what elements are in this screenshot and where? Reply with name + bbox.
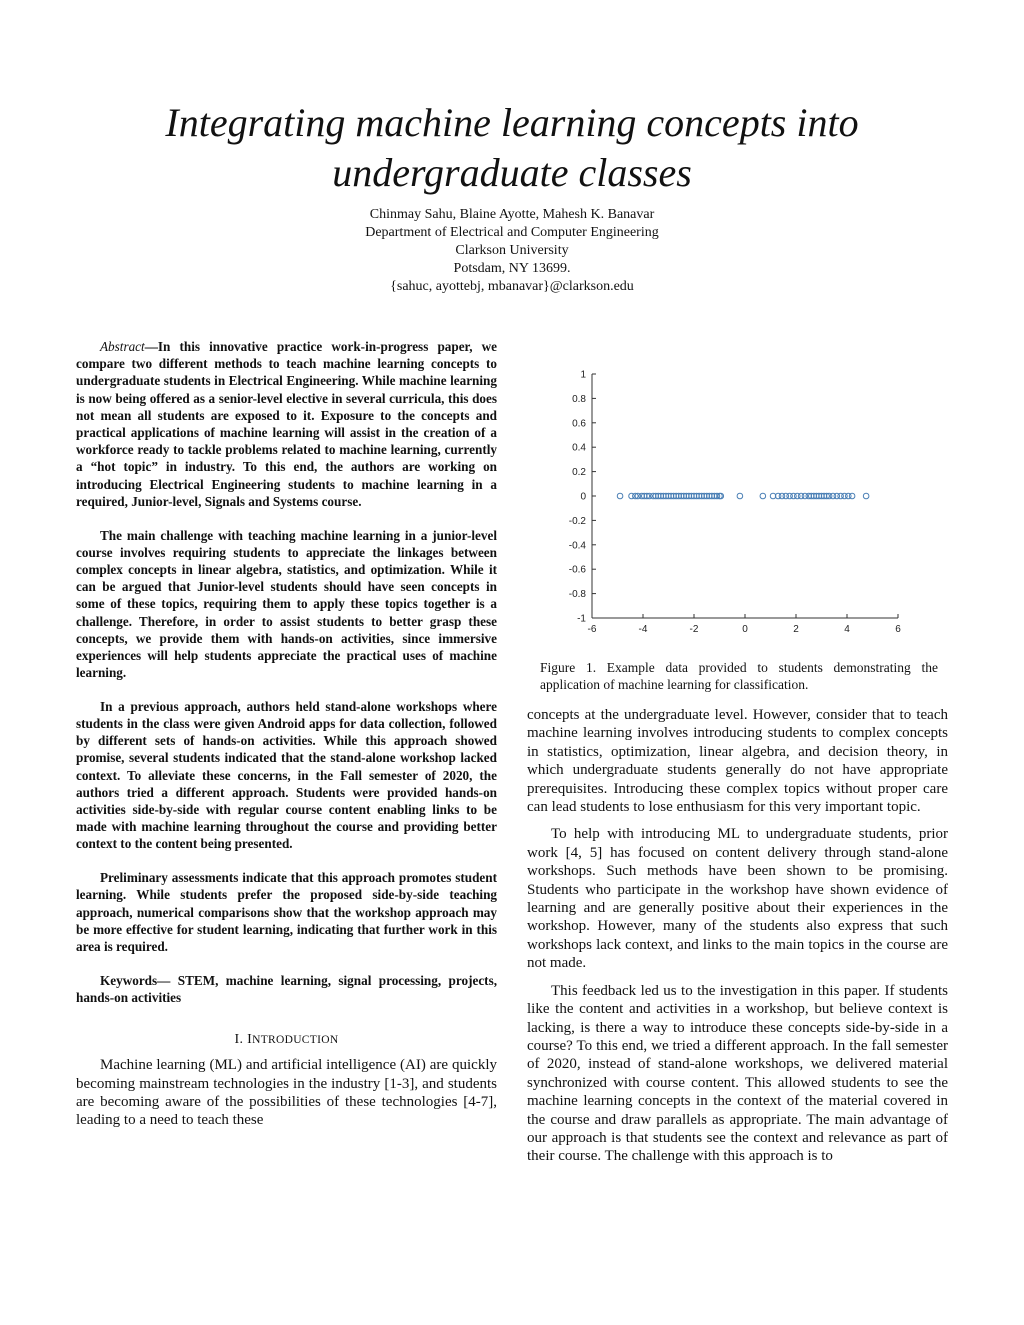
intro-paragraph-4: This feedback led us to the investigation in this paper. If students like the content and activities in a workshop, but believe context is lacking, is there a way to introduce these concepts side-by-side in a course? To this end, we tried a different approach. In the fall semester of 2020, instead of stand-alone workshops, we delivered material synchronized with course content. This allowed students to see the machine learning concepts in the context of the material covered in the course and draw parallels as appropriate. The main advantage of our approach is that students see the context and relevance as part of their course. The challenge with this approach is to xyxy=(527,982,948,1165)
x-tick-label: 4 xyxy=(844,624,850,635)
section-number: I. xyxy=(234,1032,244,1048)
y-tick-label: 0.4 xyxy=(572,442,586,454)
y-tick-label: -0.6 xyxy=(568,564,586,576)
intro-paragraph-2: concepts at the undergraduate level. However, consider that to teach machine learning involves introducing students to complex concepts in statistics, optimization, linear algebra, and decision theory, in which undergraduate students generally do not have appropriate prerequisites. Introducing these complex topics without proper care can lead students to lose enthusiasm for this very important topic. xyxy=(527,707,948,816)
y-tick-label: -0.8 xyxy=(568,589,586,601)
paper-title: Integrating machine learning concepts into undergraduate classes xyxy=(165,100,859,195)
keywords xyxy=(76,972,497,1006)
section-title-rest: NTRODUCTION xyxy=(252,1034,339,1047)
right-column xyxy=(527,706,948,1175)
x-tick-label: -2 xyxy=(689,624,699,635)
intro-paragraph-1: Machine learning (ML) and artificial intelligence (AI) are quickly becoming mainstream technologies in the industry [1-3], and students are becoming aware of the possibilities of these technologies [4-7], leading to a need to teach these xyxy=(76,1057,497,1129)
data-point xyxy=(863,493,869,499)
y-tick-label: -0.4 xyxy=(568,540,586,552)
intro-paragraph-3: To help with introducing ML to undergraduate students, prior work [4, 5] has focused on content delivery through stand-alone workshops. Such methods have been shown to be promising. Students who participate in the workshop have shown evidence of learning and are generally positive about their experiences in the workshop. However, many of the students also express that such workshops lack context, and links to the main topics in the course are not made. xyxy=(527,826,948,972)
x-tick-label: -4 xyxy=(638,624,648,635)
abstract-paragraph-2: The main challenge with teaching machine learning in a junior-level course involves requiring students to appreciate the linkages between complex concepts in linear algebra, statistics, and optimization. While it can be argued that Junior-level students should have seen concepts in some of these topics, requiring them to apply these topics together is a challenge. Therefore, in order to assist students to better grasp these concepts, we provide them with hands-on activities, since immersive experiences will help students appreciate the practical uses of machine learning. xyxy=(76,527,497,681)
data-point xyxy=(737,493,743,499)
abstract-label: Abstract xyxy=(100,339,145,354)
y-tick-label: 1 xyxy=(580,369,586,381)
y-tick-label: -0.2 xyxy=(568,515,586,527)
author-location: Potsdam, NY 13699. xyxy=(453,261,571,276)
data-point xyxy=(760,493,766,499)
author-names: Chinmay Sahu, Blaine Ayotte, Mahesh K. Banavar xyxy=(369,207,655,222)
y-tick-label: 0.8 xyxy=(572,393,586,405)
x-tick-label: 2 xyxy=(793,624,799,635)
keywords-label: Keywords— xyxy=(100,972,171,988)
section-heading-introduction xyxy=(76,1032,497,1048)
section-initial: I xyxy=(247,1032,253,1048)
author-department: Department of Electrical and Computer Engineering xyxy=(365,225,659,240)
figure-1 xyxy=(540,362,930,642)
data-point xyxy=(849,493,855,499)
abstract-paragraph-3: In a previous approach, authors held stand-alone workshops where students in the class were given Android apps for data collection, followed by different sets of hands-on activities. While this approach showed promise, several students indicated that the stand-alone workshop lacked context. To alleviate these concerns, in the Fall semester of 2020, the authors tried a different approach. Students were provided hands-on activities side-by-side with regular course content enabling links to be made with machine learning throughout the course and providing better context to the content being presented. xyxy=(76,698,497,852)
keywords-text: STEM, machine learning, signal processing, projects, hands-on activities xyxy=(76,972,497,1005)
abstract-paragraph-4: Preliminary assessments indicate that this approach promotes student learning. While students prefer the proposed side-by-side teaching approach, numerical comparisons show that the workshop approach may be more effective for student learning, indicating that further work in this area is required. xyxy=(76,870,497,954)
author-block xyxy=(212,206,812,296)
abstract-paragraph-1 xyxy=(76,338,497,510)
abstract-dash: — xyxy=(144,339,158,354)
figure-caption: Figure 1. Example data provided to students demonstrating the application of machine learning for classification. xyxy=(540,660,938,692)
x-tick-label: 0 xyxy=(742,624,748,635)
author-university: Clarkson University xyxy=(455,243,569,258)
y-tick-label: 0.6 xyxy=(572,418,586,430)
data-point xyxy=(617,493,623,499)
x-tick-label: 6 xyxy=(895,624,901,635)
author-emails: {sahuc, ayottebj, mbanavar}@clarkson.edu xyxy=(390,279,634,294)
x-tick-label: -6 xyxy=(587,624,597,635)
y-tick-label: 0.2 xyxy=(572,467,586,479)
scatter-chart xyxy=(540,362,930,642)
y-tick-label: -1 xyxy=(577,613,586,625)
abstract-text-1: In this innovative practice work-in-progress paper, we compare two different methods to teach machine learning concepts to undergraduate students in Electrical Engineering. While machine learning is now being offered as a senior-level elective in several curricula, this does not mean all students are exposed to it. Exposure to the concepts and practical applications of machine learning will assist in the creation of a workforce ready to tackle problems related to machine learning, currently a “hot topic” in industry. To this end, the authors are working on introducing Electrical Engineering students to machine learning in a required, Junior-level, Signals and Systems course. xyxy=(76,339,497,509)
left-column xyxy=(76,338,497,1139)
y-tick-label: 0 xyxy=(580,491,586,503)
